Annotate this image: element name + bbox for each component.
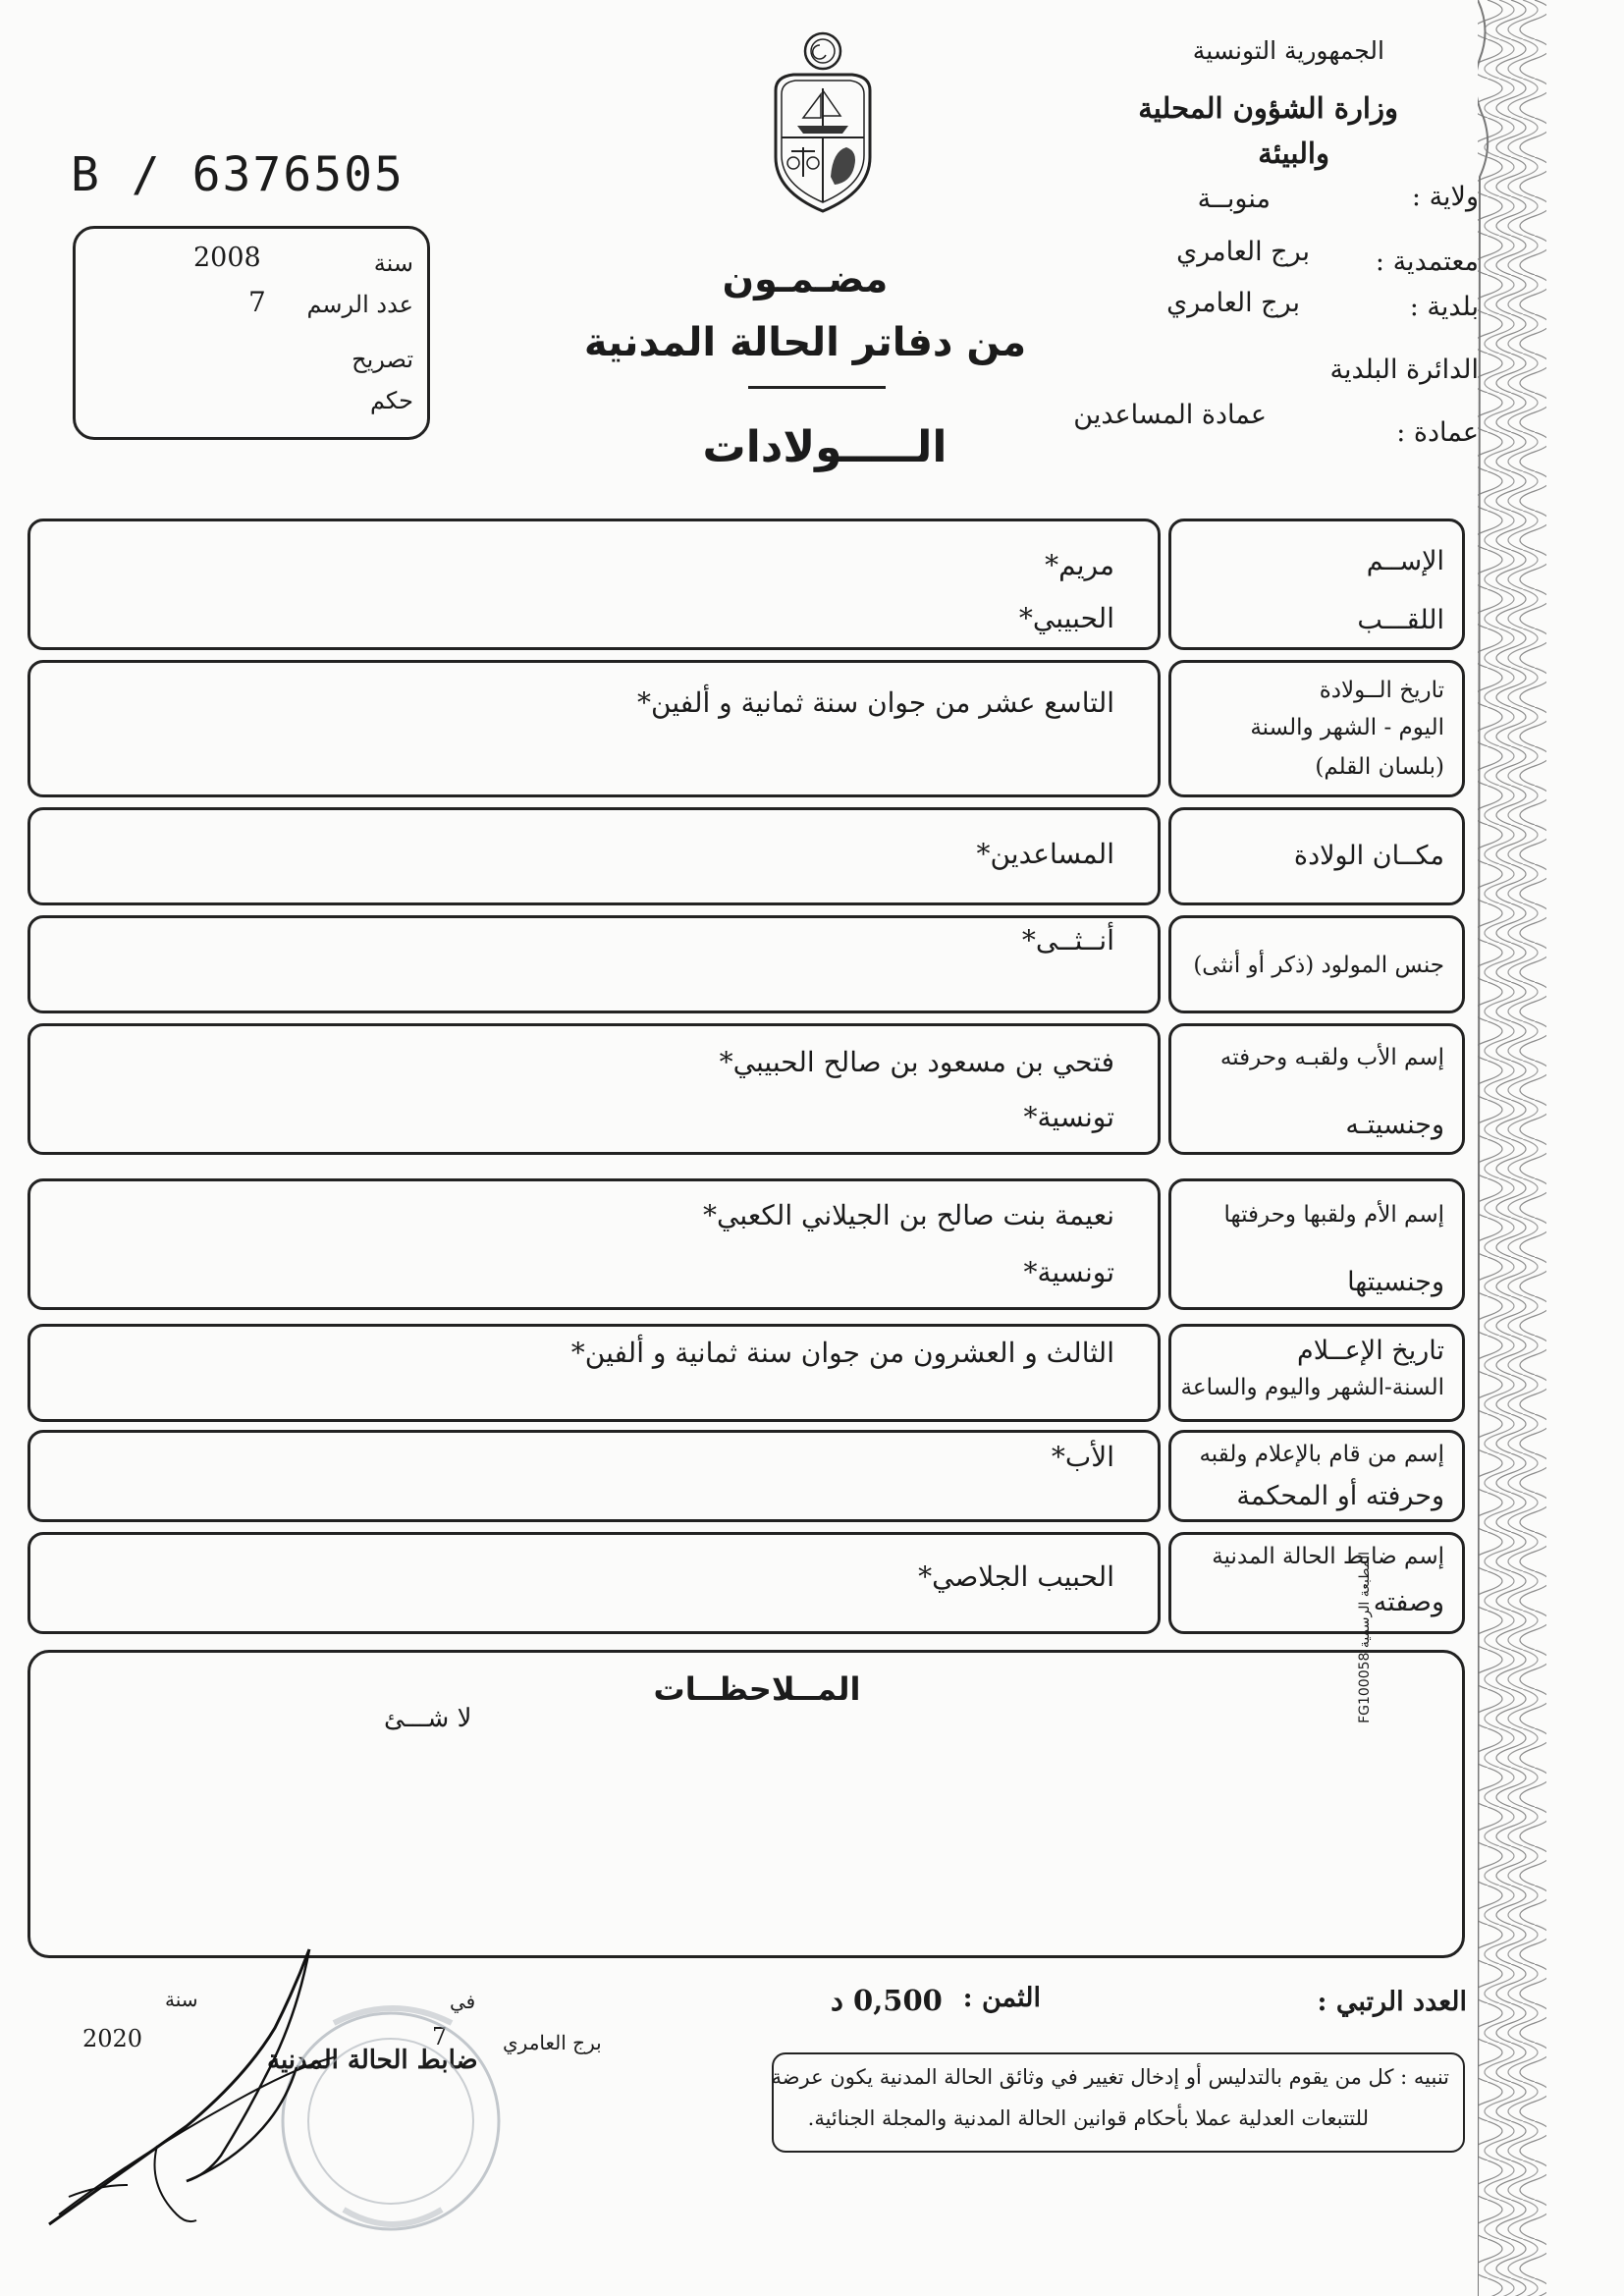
coat-of-arms-emblem	[764, 29, 882, 216]
record-value-box	[27, 660, 1161, 797]
printer-imprint: المطبعة الرسمية FG100058	[1357, 1552, 1373, 1723]
record-value-box	[27, 807, 1161, 905]
title-births: الـــــولادات	[702, 422, 947, 472]
record-value-box	[27, 1430, 1161, 1522]
ministry-line2: والبيئة	[1258, 137, 1329, 170]
record-value: المساعدين*	[976, 838, 1114, 870]
record-label: وجنسيتـه	[1345, 1110, 1444, 1140]
footer-day-label: في	[450, 1990, 476, 2013]
record-value: نعيمة بنت صالح بن الجيلاني الكعبي*	[703, 1199, 1114, 1231]
record-label: وصفته	[1373, 1587, 1444, 1617]
footer-year-value: 2020	[82, 2025, 143, 2052]
state-value: منوبــة	[1197, 184, 1271, 214]
record-label: إسم الأب ولقبـه وحرفته	[1219, 1045, 1444, 1070]
serial-number: B / 6376505	[71, 147, 405, 202]
record-value: فتحي بن مسعود بن صالح الحبيبي*	[719, 1046, 1114, 1078]
registry-number-value: 7	[248, 286, 266, 318]
title-content: مضـمـون	[722, 257, 889, 301]
title-civil-registers: من دفاتر الحالة المدنية	[583, 320, 1027, 365]
delegation-value: برج العامري	[1176, 237, 1310, 267]
warning-line2: للتتبعات العدلية عملا بأحكام قوانين الحالة المدنية والمجلة الجنائية.	[807, 2106, 1369, 2130]
record-label-box	[1168, 660, 1465, 797]
record-label: تاريخ الــولادة	[1319, 678, 1444, 703]
record-value: الأب*	[1051, 1441, 1114, 1473]
record-label: إسم من قام بالإعلام ولقبه	[1199, 1442, 1444, 1467]
record-label: الإســم	[1366, 546, 1444, 576]
record-value: تونسية*	[1023, 1101, 1114, 1133]
record-value-box	[27, 915, 1161, 1013]
record-value: الحبيبي*	[1018, 602, 1114, 634]
title-underline	[748, 386, 886, 389]
remarks-box	[27, 1650, 1465, 1958]
footer-price-label: الثمن :	[962, 1983, 1041, 2013]
record-value-box	[27, 1023, 1161, 1155]
sector-value: عمادة المساعدين	[1073, 400, 1267, 430]
municipality-label: بلدية :	[1409, 292, 1479, 322]
record-value: مريم*	[1045, 549, 1114, 581]
record-label: تاريخ الإعــلام	[1297, 1336, 1444, 1366]
record-label-box	[1168, 519, 1465, 650]
record-label-box	[1168, 1430, 1465, 1522]
record-label-box	[1168, 1532, 1465, 1634]
handwritten-signature	[39, 1940, 363, 2244]
district-label: الدائرة البلدية	[1329, 355, 1479, 385]
municipality-value: برج العامري	[1166, 288, 1300, 318]
registry-number-label: عدد الرسم	[306, 291, 413, 318]
footer-price-value: 0,500 د	[831, 1984, 943, 2017]
record-value: أنــثــى*	[1021, 924, 1114, 957]
record-value: الثالث و العشرون من جوان سنة ثمانية و ألفين*	[570, 1337, 1114, 1369]
record-label-box	[1168, 807, 1465, 905]
footer-serial-label: العدد الرتبي :	[1317, 1987, 1467, 2017]
security-border-pattern	[1478, 0, 1546, 2296]
remarks-title: المــلاحظــات	[653, 1670, 861, 1708]
footer-officer-label: ضابط الحالة المدنية	[267, 2046, 478, 2075]
footer-place: برج العامري	[503, 2031, 602, 2054]
state-label: ولاية :	[1411, 182, 1479, 212]
warning-box	[772, 2052, 1465, 2153]
republic-name: الجمهورية التونسية	[1192, 36, 1384, 65]
remarks-value: لا شـــئ	[384, 1704, 472, 1733]
sector-label: عمادة :	[1396, 417, 1479, 448]
record-label-box	[1168, 1178, 1465, 1310]
registry-year-label: سنة	[373, 249, 413, 277]
record-value: تونسية*	[1023, 1256, 1114, 1288]
record-label: جنس المولود (ذكر أو أنثى)	[1193, 953, 1444, 978]
record-label: وحرفته أو المحكمة	[1236, 1481, 1444, 1511]
record-label-box	[1168, 1023, 1465, 1155]
record-label-box	[1168, 915, 1465, 1013]
record-value-box	[27, 519, 1161, 650]
record-label: مكــان الولادة	[1293, 841, 1444, 871]
record-value: الحبيب الجلاصي*	[918, 1560, 1114, 1593]
record-label: اليوم - الشهر والسنة	[1250, 715, 1444, 740]
record-value: التاسع عشر من جوان سنة ثمانية و ألفين*	[637, 686, 1114, 719]
record-label: إسم الأم ولقبها وحرفتها	[1223, 1202, 1444, 1228]
registry-year-value: 2008	[193, 243, 261, 273]
record-label-box	[1168, 1324, 1465, 1422]
warning-line1: تنبيه : كل من يقوم بالتدليس أو إدخال تغيير في وثائق الحالة المدنية يكون عرضة	[771, 2065, 1449, 2089]
record-label: (بلسان القلم)	[1315, 754, 1444, 780]
delegation-label: معتمدية :	[1375, 246, 1479, 277]
registry-judgment-label: حكم	[369, 387, 413, 414]
record-value-box	[27, 1532, 1161, 1634]
record-label: إسم ضابط الحالة المدنية	[1212, 1544, 1444, 1569]
record-label: اللقـــب	[1357, 605, 1444, 635]
record-label: وجنسيتها	[1347, 1267, 1444, 1297]
footer-day-value: 7	[432, 2023, 448, 2050]
record-value-box	[27, 1324, 1161, 1422]
registry-box	[73, 226, 430, 440]
registry-declaration-label: تصريح	[352, 346, 413, 373]
ministry-line1: وزارة الشؤون المحلية	[1138, 91, 1398, 125]
footer-year-label: سنة	[165, 1988, 198, 2011]
record-label: السنة-الشهر واليوم والساعة	[1180, 1375, 1444, 1400]
record-value-box	[27, 1178, 1161, 1310]
